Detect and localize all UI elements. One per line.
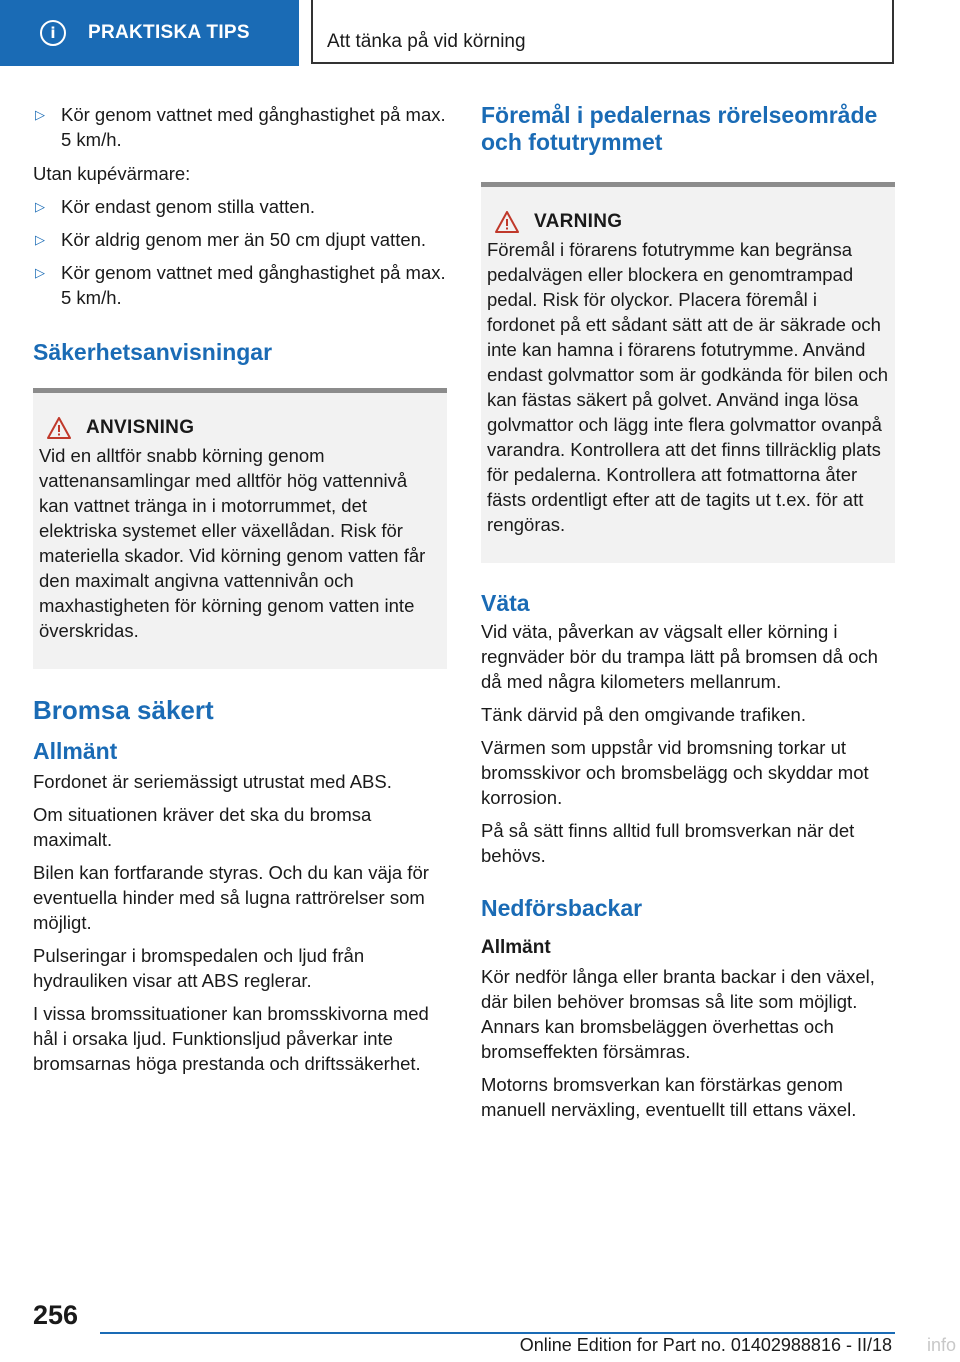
paragraph: På så sätt finns alltid full bromsverkan när det behövs. bbox=[481, 820, 855, 866]
heading-safety: Säkerhetsanvisningar bbox=[33, 339, 273, 365]
heading-brake-safely: Bromsa säkert bbox=[33, 695, 214, 725]
list-item bbox=[33, 194, 447, 219]
paragraph: Kör nedför långa eller branta backar i den växel, där bilen behöver bromsas så lite som möjligt. Annars kan bromsbeläggen överhettas och bromseffekten försämras. bbox=[481, 966, 875, 1062]
chapter-title: Att tänka på vid körning bbox=[327, 31, 526, 52]
paragraph: I vissa bromssituationer kan bromsskivorna med hål i orsaka ljud. Funktionsljud påverkar inte bromsarnas höga prestanda och driftssäkerhet. bbox=[33, 1003, 429, 1074]
warning-title: VARNING bbox=[534, 211, 623, 232]
triangle-bullet-icon: ▷ bbox=[35, 200, 45, 215]
section-tab bbox=[0, 0, 299, 66]
notice-box bbox=[33, 388, 447, 669]
paragraph: Utan kupévärmare: bbox=[33, 163, 191, 184]
heading-wet: Väta bbox=[481, 590, 530, 616]
warning-triangle-icon bbox=[495, 211, 519, 233]
paragraph: Tänk därvid på den omgivande trafiken. bbox=[481, 704, 806, 725]
paragraph: Om situationen kräver det ska du bromsa maximalt. bbox=[33, 804, 372, 850]
list-item bbox=[33, 227, 447, 252]
paragraph: Värmen som uppstår vid bromsning torkar ut bromsskivor och bromsbelägg och skyddar mot korrosion. bbox=[481, 737, 869, 808]
notice-text: Vid en alltför snabb körning genom vattenansamlingar med alltför hög vattennivå kan vattnet tränga in i motorrummet, det elektriska systemet eller växellådan. Risk för materiella skador. Vid körning genom vatten får den maximalt angivna vattennivån och maxhastigheten för körning genom vatten inte överskridas. bbox=[39, 445, 426, 641]
page-number: 256 bbox=[33, 1300, 79, 1330]
list-item-text: Kör endast genom stilla vatten. bbox=[61, 196, 316, 217]
paragraph: Pulseringar i bromspedalen och ljud från hydrauliken visar att ABS reglerar. bbox=[33, 945, 365, 991]
notice-title: ANVISNING bbox=[86, 417, 195, 438]
list-item bbox=[33, 102, 447, 152]
warning-box bbox=[481, 182, 895, 563]
watermark: info bbox=[926, 1335, 956, 1355]
paragraph: Bilen kan fortfarande styras. Och du kan väja för eventuella hinder med så lugna rattrörelser som möjligt. bbox=[33, 862, 429, 933]
right-column bbox=[481, 102, 895, 1122]
warning-text: Föremål i förarens fotutrymme kan begränsa pedalvägen eller blockera en genomtrampad pedal. Risk för olyckor. Placera föremål i fordonet på ett sådant sätt att de är säkrade och inte kan hamna i förarens fotutrymme. Använd endast golvmattor som är godkända för bilen och kan fästas säkert på golvet. Använd inga lösa golvmattor och lägg inte flera golvmattor ovanpå varandra. Kontrollera att det finns tillräcklig plats för pedalerna. Kontrollera att fotmattorna åter fästs ordentligt efter att de tagits ut t.ex. för att rengöras. bbox=[487, 239, 889, 535]
heading-pedal-objects: Föremål i pedalernas rörelseområde och fotutrymmet bbox=[481, 102, 878, 155]
paragraph: Motorns bromsverkan kan förstärkas genom manuell nerväxling, eventuellt till ettans växel. bbox=[481, 1074, 857, 1120]
warning-triangle-icon bbox=[47, 417, 71, 439]
list-item bbox=[33, 260, 447, 310]
paragraph: Fordonet är seriemässigt utrustat med ABS. bbox=[33, 771, 392, 792]
section-title: PRAKTISKA TIPS bbox=[88, 22, 250, 43]
subheading-general: Allmänt bbox=[481, 937, 551, 958]
list-item-text: Kör genom vattnet med gånghastighet på max. 5 km/h. bbox=[61, 104, 446, 150]
heading-downhill: Nedförsbackar bbox=[481, 895, 643, 921]
info-icon: i bbox=[40, 20, 66, 46]
footer-divider bbox=[100, 1332, 895, 1334]
heading-general: Allmänt bbox=[33, 738, 118, 764]
triangle-bullet-icon: ▷ bbox=[35, 108, 45, 123]
triangle-bullet-icon: ▷ bbox=[35, 266, 45, 281]
paragraph: Vid väta, påverkan av vägsalt eller körning i regnväder bör du trampa lätt på bromsen då och då med några kilometers mellanrum. bbox=[481, 621, 878, 692]
triangle-bullet-icon: ▷ bbox=[35, 233, 45, 248]
left-column bbox=[33, 102, 447, 1076]
edition-note: Online Edition for Part no. 01402988816 - II/18 bbox=[519, 1335, 892, 1355]
list-item-text: Kör genom vattnet med gånghastighet på max. 5 km/h. bbox=[61, 262, 446, 308]
list-item-text: Kör aldrig genom mer än 50 cm djupt vatten. bbox=[61, 229, 427, 250]
